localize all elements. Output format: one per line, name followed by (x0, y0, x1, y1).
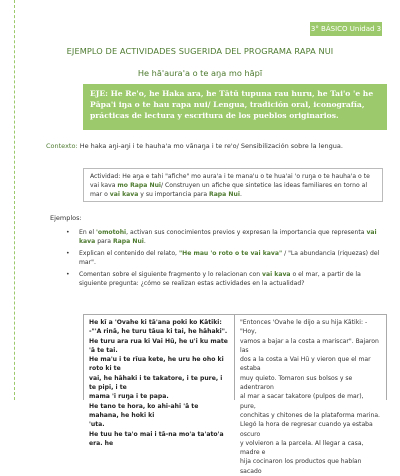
item1-c: , activan sus conocimientos previos y expresan la importancia que representa (126, 229, 365, 236)
list-item (63, 270, 383, 288)
context-label: Contexto: (46, 142, 78, 150)
item1-omotohi: 'omotohi (96, 229, 127, 236)
item1-e: para (97, 238, 112, 245)
story-line: mama 'i ruŋa i te papa. (89, 393, 169, 401)
story-line: al mar a sacar takatore (pulpos de mar), pure, (240, 393, 364, 410)
story-line: "Entonces 'Ovahe le dijo a su hija Kātiki: - "Hoy, (240, 319, 368, 336)
story-line: He turu ara rua ki Vai Hū, he u'i ku mate 'ā te tai. (89, 337, 228, 354)
story-line: hija cocinaron los productos que habían sacado (240, 458, 362, 475)
item2-story-title: "He mau 'o roto o te vai kava" (178, 250, 283, 257)
page-margin-line (14, 0, 16, 400)
activity-text-b: / Construyen un afiche que sintetice las ideas familiares en torno al mar o (90, 182, 368, 199)
item2-c: / "La abundancia (riquezas) (284, 250, 369, 257)
list-item (63, 249, 383, 267)
story-line: dos a la costa a Vai Hū y vieron que el mar estaba (240, 356, 371, 373)
item1-g: . (143, 238, 146, 245)
story-line: vai, he hāhaki i te takatore, i te pure, i te pipi, i te (89, 374, 223, 392)
story-line: He kī a 'Ovahe ki tā'ana poki ko Kātiki: (89, 319, 222, 326)
item3-d: siguiente pregunta: ¿cómo se realizan estas actividades en la actualidad? (79, 280, 305, 287)
story-line: He tuu he ta'o mai i tā-na mo'a ta'ato'a era. he (89, 430, 224, 447)
eje-box (83, 84, 387, 130)
page-subtitle: He hā'aura'a o te aŋa mo hāpī (137, 68, 263, 78)
story-rapa-nui-column (84, 315, 235, 447)
page-title: EJEMPLO DE ACTIVIDADES SUGERIDA DEL PROGRAMA RAPA NUI (66, 46, 334, 56)
story-line: Llegó la hora de regresar cuando ya estaba oscuro (240, 421, 373, 438)
activity-text-a: He aŋa e tahi "afiche" mo aura'a i te mana'u o te hua'ai 'o ruŋa o te hauha'a o te vai kava (90, 173, 370, 190)
activity-box (83, 168, 383, 202)
story-line: conchitas y chitones de la plataforma marina. (240, 411, 380, 419)
item1-rapa-nui: Rapa Nui (112, 238, 144, 245)
eje-line-2: Pāpa'i iŋa o te hau rapa nui/ Lengua, tradición oral, iconografía, (90, 100, 365, 109)
item1-a: En el (79, 229, 95, 236)
activity-text-c-end: . (239, 191, 242, 199)
examples-list (63, 228, 383, 291)
activity-rapa-nui-1: mo Rapa Nui (117, 182, 161, 190)
activity-vai-kava: vai kava (109, 191, 139, 199)
story-line: He ma'u i te rīua kete, he uru he oho ki roto ki te (89, 356, 224, 373)
story-line: He tano te hora, ko ahi-ahi 'ā te mahana, he hoki ki (89, 402, 199, 419)
context-text: He haka aŋi-aŋi i te hauha'a mo vānaŋa i te re'o/ Sensibilización sobre la lengua. (79, 142, 343, 150)
eje-line-3: prácticas de lectura y escritura de los pueblos originarios. (90, 111, 339, 120)
list-item (63, 228, 383, 246)
story-table (83, 314, 387, 475)
item2-a: Explican el contenido del relato, (79, 250, 177, 257)
item1-vai-kava: vai kava (79, 229, 377, 245)
story-line: y volvieron a la parcela. Al llegar a casa, madre e (240, 439, 364, 457)
item2-d: del mar". (79, 250, 380, 266)
activity-text-b2: y (140, 191, 144, 199)
eje-line-1: EJE: He Re'o, he Haka ara, he Tātū tupuna rau huru, he Tai'o 'e he (90, 89, 374, 98)
story-line: muy quieto. Tomaron sus bolsos y se adentraron (240, 374, 353, 392)
examples-label: Ejemplos: (50, 214, 82, 222)
story-line: 'uta. (89, 421, 105, 429)
context-line (46, 142, 386, 150)
item3-a: Comentan sobre el siguiente fragmento y lo relacionan con (79, 271, 261, 278)
activity-text-c: su importancia para (145, 191, 208, 199)
item3-c: o el mar, a partir de la (292, 271, 361, 278)
grade-unit-tab: 3° BÁSICO Unidad 3 (310, 22, 382, 36)
story-line: -"'A rinā, he turu tāua ki tai, he hāhaki". (89, 328, 228, 336)
item3-vai-kava: vai kava (262, 271, 291, 278)
activity-rapa-nui-2: Rapa Nui (209, 191, 240, 199)
activity-label: Actividad: (90, 173, 121, 180)
story-spanish-column (235, 315, 386, 475)
story-line: vamos a bajar a la costa a mariscar". Bajaron las (240, 337, 379, 354)
